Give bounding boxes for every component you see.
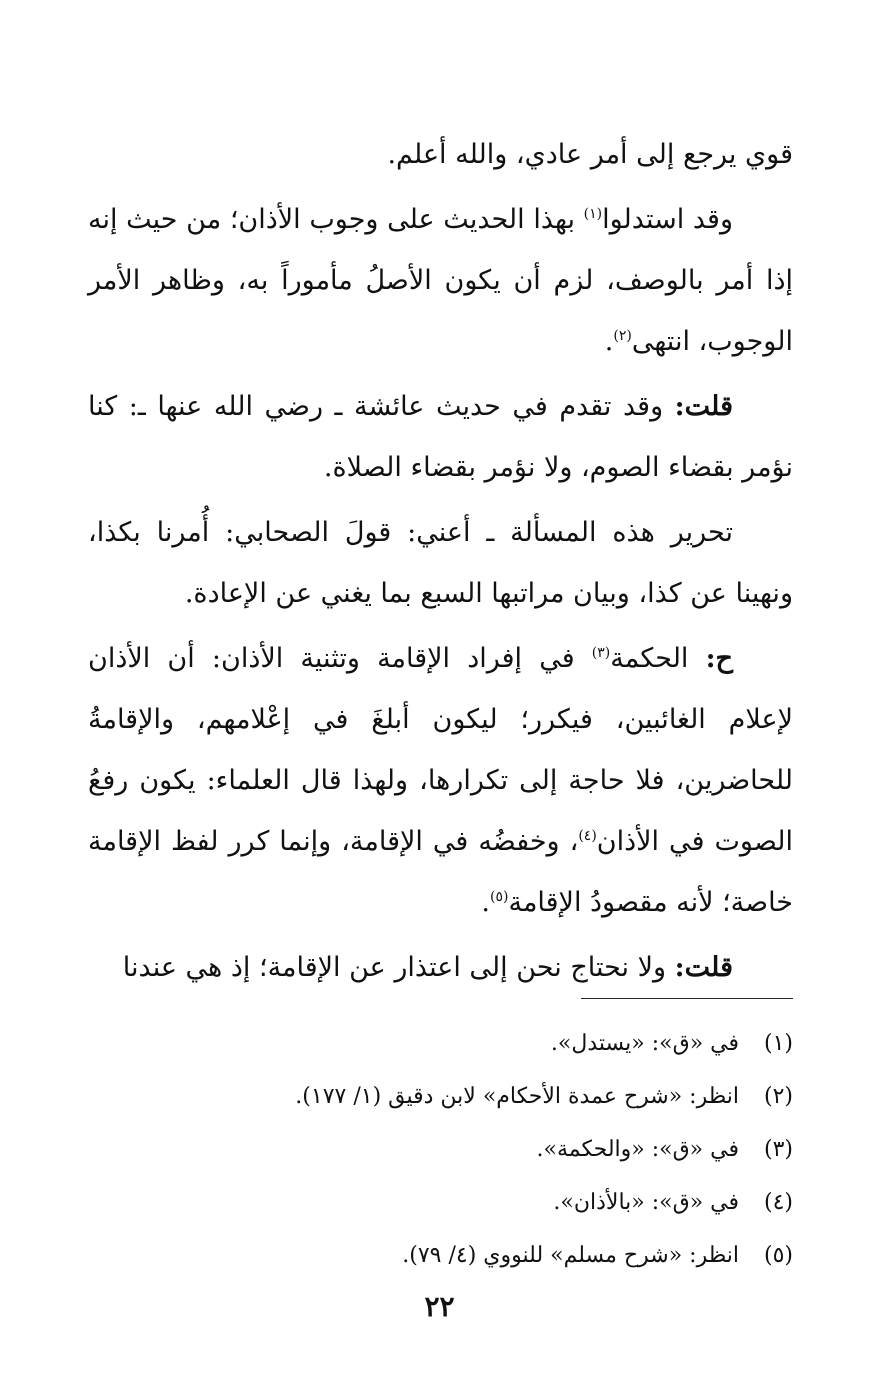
footnote-marker: (٤) xyxy=(578,828,597,844)
lead-term: ح: xyxy=(705,643,733,674)
text-run: وقد استدلوا xyxy=(602,204,733,235)
footnote-number: (٢) xyxy=(763,1084,793,1109)
text-run: . xyxy=(481,887,491,918)
footnote-text: في «ق»: «يستدل». xyxy=(550,1031,739,1056)
footnote xyxy=(88,1123,793,1176)
text-run: وقد تقدم في حديث عائشة ـ رضي الله عنها ـ: كنا نؤمر بقضاء الصوم، ولا نؤمر بقضاء الصلاة. xyxy=(88,391,793,483)
footnote xyxy=(88,1229,793,1282)
lead-term: قلت: xyxy=(674,391,733,422)
paragraph xyxy=(88,124,793,185)
text-run: ، وخفضُه في الإقامة، وإنما كرر لفظ الإقامة خاصة؛ لأنه مقصودُ الإقامة xyxy=(88,826,793,918)
text-run: . xyxy=(604,326,614,357)
footnote-text: في «ق»: «بالأذان». xyxy=(553,1190,739,1215)
footnote-text: انظر: «شرح مسلم» للنووي (٤/ ٧٩). xyxy=(402,1243,739,1268)
footnote-text: انظر: «شرح عمدة الأحكام» لابن دقيق (١/ ١٧٧). xyxy=(295,1084,739,1109)
footnote-separator xyxy=(581,998,793,999)
paragraph xyxy=(88,189,793,372)
text-run: في إفراد الإقامة وتثنية الأذان: أن الأذان لإعلام الغائبين، فيكرر؛ ليكون أبلغَ في إعْلامهم، والإقامةُ للحاضرين، فلا حاجة إلى تكرارها، ولهذا قال العلماء: يكون رفعُ الصوت في الأذان xyxy=(88,643,793,857)
footnote xyxy=(88,1070,793,1123)
main-text xyxy=(88,124,793,1002)
text-run: قوي يرجع إلى أمر عادي، والله أعلم. xyxy=(387,139,793,170)
footnote-marker: (٥) xyxy=(490,889,509,905)
footnote-text: في «ق»: «والحكمة». xyxy=(536,1137,739,1162)
footnote-marker: (٢) xyxy=(613,328,632,344)
footnotes xyxy=(88,1017,793,1282)
text-run: الحكمة xyxy=(610,643,706,674)
text-run: تحرير هذه المسألة ـ أعني: قولَ الصحابي: أُمرنا بكذا، ونهينا عن كذا، وبيان مراتبها السبع بما يغني عن الإعادة. xyxy=(88,517,793,609)
paragraph xyxy=(88,376,793,498)
paragraph xyxy=(88,628,793,933)
footnote-number: (٣) xyxy=(763,1137,793,1162)
footnote-number: (١) xyxy=(763,1031,793,1056)
paragraph xyxy=(88,937,793,998)
text-run: بهذا الحديث على وجوب الأذان؛ من حيث إنه إذا أمر بالوصف، لزم أن يكون الأصلُ مأموراً به، وظاهر الأمر الوجوب، انتهى xyxy=(88,204,793,357)
footnote-marker: (٣) xyxy=(591,645,611,661)
text-run: ولا نحتاج نحن إلى اعتذار عن الإقامة؛ إذ هي عندنا xyxy=(122,952,675,983)
page-number: ٢٢ xyxy=(424,1290,455,1323)
footnote-marker: (١) xyxy=(583,206,603,222)
footnote xyxy=(88,1176,793,1229)
footnote-number: (٤) xyxy=(763,1190,793,1215)
footnote xyxy=(88,1017,793,1070)
paragraph xyxy=(88,502,793,624)
lead-term: قلت: xyxy=(674,952,733,983)
footnote-number: (٥) xyxy=(763,1243,793,1268)
